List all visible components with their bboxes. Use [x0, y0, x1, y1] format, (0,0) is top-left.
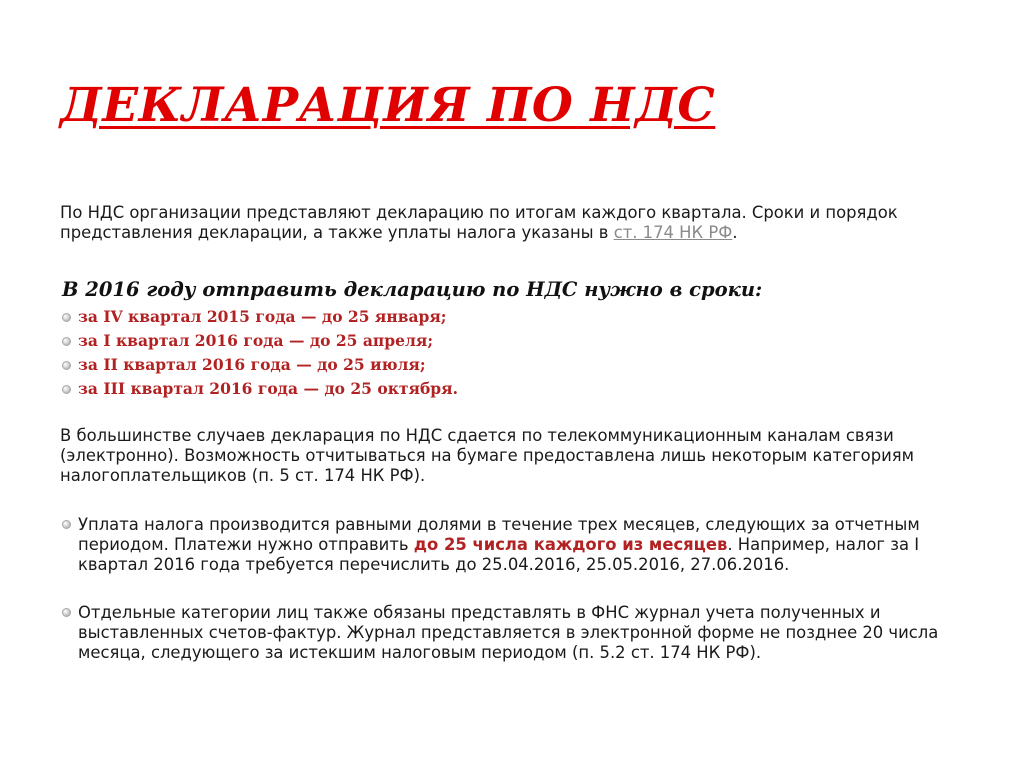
deadline-text: за II квартал 2016 года — до 25 июля; — [78, 355, 426, 374]
deadline-item-q3-2016 — [60, 377, 458, 401]
electronic-filing-paragraph: В большинстве случаев декларация по НДС сдается по телекоммуникационным каналам связи (электронно). Возможность отчитываться на бумаге предоставлена лишь некоторым категориям налогоплательщиков (п. 5 ст. 174 НК РФ). — [60, 426, 914, 485]
deadline-text: за I квартал 2016 года — до 25 апреля; — [78, 331, 434, 350]
deadline-item-q1-2016 — [60, 329, 458, 353]
intro-paragraph — [60, 203, 980, 243]
intro-text-end: . — [732, 223, 738, 242]
deadline-item-q4-2015 — [60, 305, 458, 329]
bullet-icon — [62, 337, 71, 346]
intro-text: По НДС организации представляют декларацию по итогам каждого квартала. Сроки и порядок представления декларации, а также уплаты налога указаны в — [60, 203, 898, 242]
journal-text: Отдельные категории лиц также обязаны представлять в ФНС журнал учета полученных и выставленных счетов-фактур. Журнал представляется в электронной форме не позднее 20 числа месяца, следующего за истекшим налоговым периодом (п. 5.2 ст. 174 НК РФ). — [78, 603, 939, 662]
bullet-icon — [62, 361, 71, 370]
bullet-icon — [62, 608, 71, 617]
deadline-item-q2-2016 — [60, 353, 458, 377]
bullet-icon — [62, 520, 71, 529]
payment-text-end: . Например, налог за I квартал 2016 года требуется перечислить до 25.04.2016, 25.05.2016, 27.06.2016. — [78, 535, 920, 574]
deadlines-heading: В 2016 году отправить декларацию по НДС нужно в сроки: — [62, 278, 763, 301]
article-174-link[interactable]: ст. 174 НК РФ — [613, 223, 733, 242]
journal-paragraph — [60, 603, 980, 663]
deadlines-list — [60, 305, 458, 401]
payment-deadline-highlight: до 25 числа каждого из месяцев — [413, 535, 728, 554]
deadline-text: за III квартал 2016 года — до 25 октября. — [78, 379, 458, 398]
bullet-icon — [62, 385, 71, 394]
payment-paragraph — [60, 515, 980, 575]
page-title: ДЕКЛАРАЦИЯ ПО НДС — [60, 78, 716, 133]
payment-text: Уплата налога производится равными долями в течение трех месяцев, следующих за отчетным периодом. Платежи нужно отправить — [78, 515, 920, 554]
deadline-text: за IV квартал 2015 года — до 25 января; — [78, 307, 447, 326]
bullet-icon — [62, 313, 71, 322]
